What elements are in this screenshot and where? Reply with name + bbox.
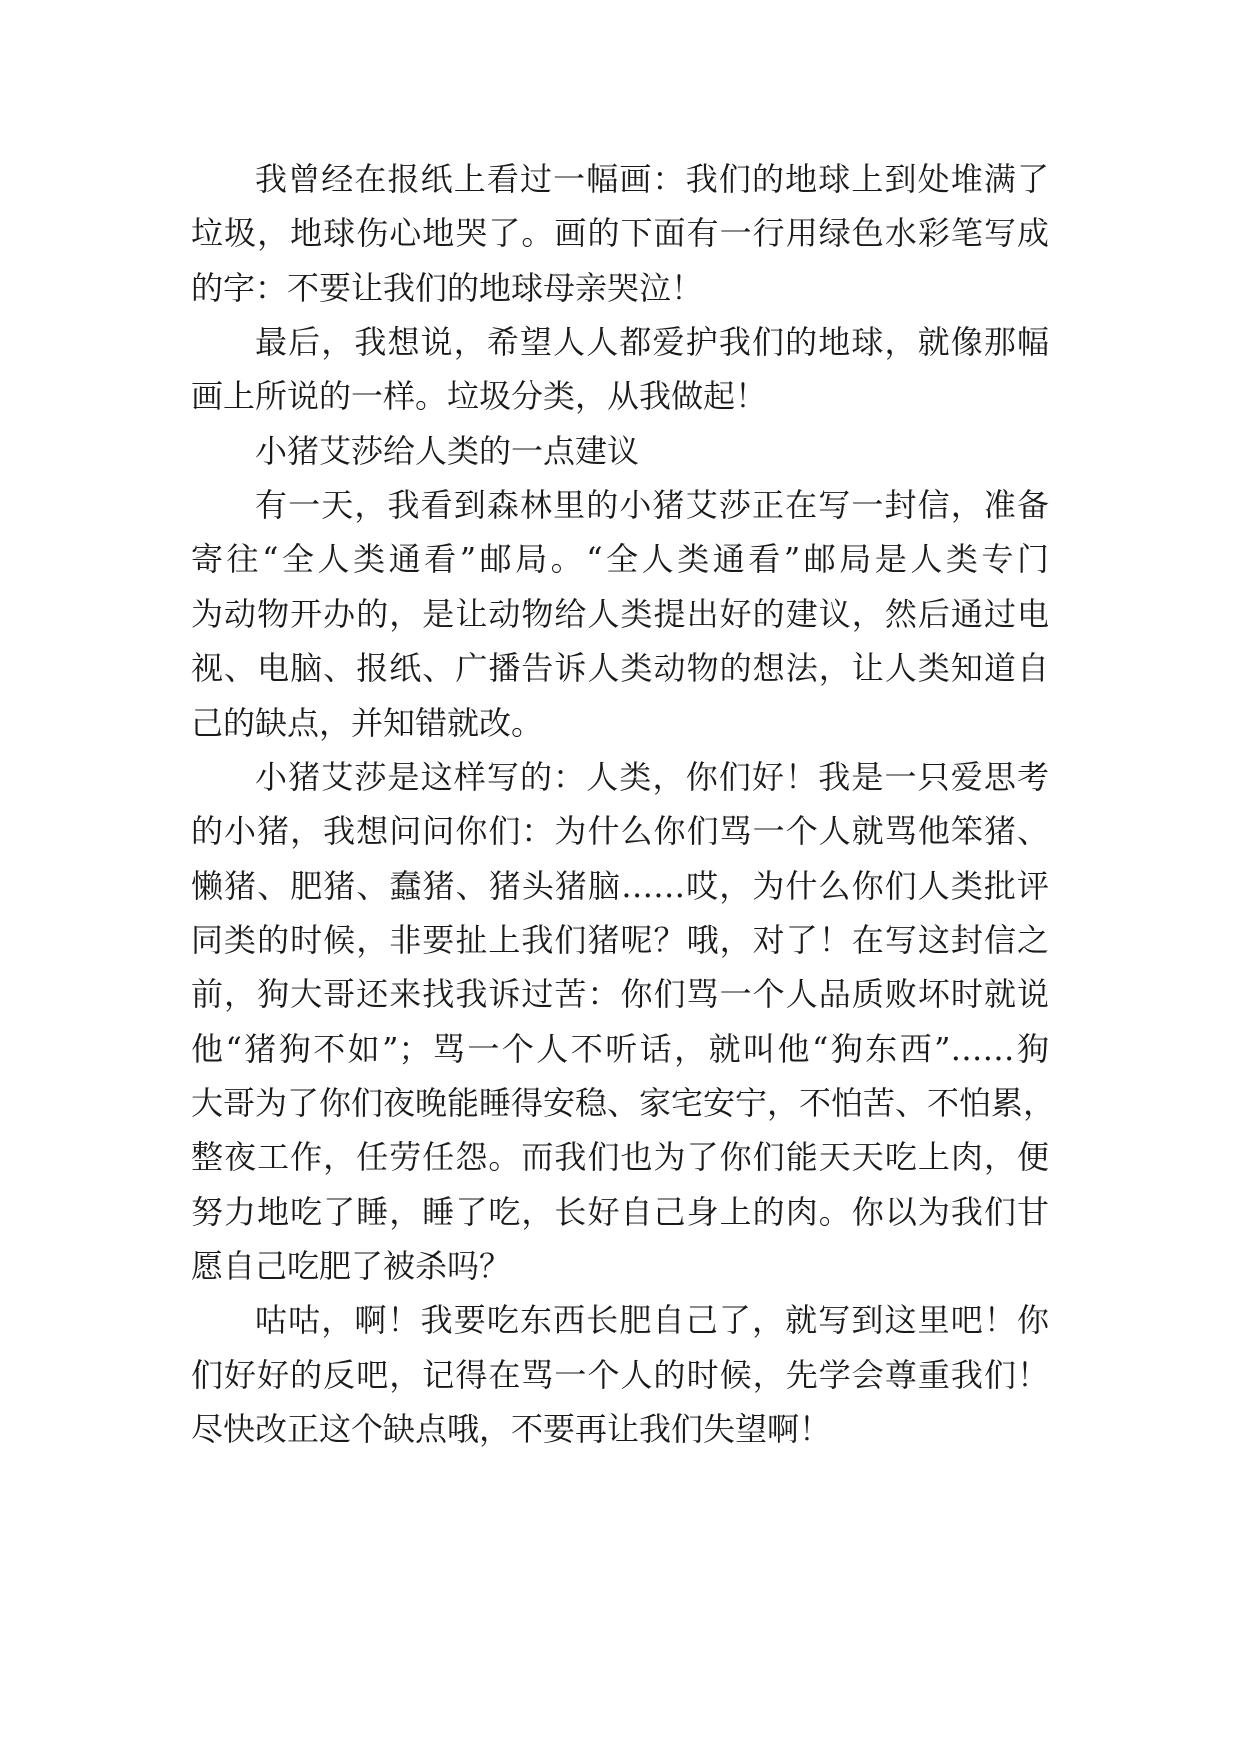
text-line: 己的缺点，并知错就改。 <box>191 703 544 742</box>
text-line: 小猪艾莎给人类的一点建议 <box>255 431 640 470</box>
text-line: 愿自己吃肥了被杀吗？ <box>191 1247 512 1285</box>
text-line: 整夜工作，任劳任怨。而我们也为了你们能天天吃上肉，便 <box>191 1138 1049 1177</box>
text-line: 小猪艾莎是这样写的：人类，你们好！我是一只爱思考 <box>255 757 1049 796</box>
text-line: 视、电脑、报纸、广播告诉人类动物的想法，让人类知道自 <box>191 649 1049 688</box>
text-line: 他“猪狗不如”；骂一个人不听话，就叫他“狗东西”……狗 <box>191 1029 1049 1068</box>
text-line: 最后，我想说，希望人人都爱护我们的地球，就像那幅 <box>255 323 1049 362</box>
text-line: 大哥为了你们夜晚能睡得安稳、家宅安宁，不怕苦、不怕累， <box>191 1083 1056 1122</box>
text-line: 懒猪、肥猪、蠢猪、猪头猪脑……哎，为什么你们人类批评 <box>191 866 1049 905</box>
text-line: 努力地吃了睡，睡了吃，长好自己身上的肉。你以为我们甘 <box>191 1192 1049 1231</box>
text-line: 垃圾，地球伤心地哭了。画的下面有一行用绿色水彩笔写成 <box>191 214 1049 253</box>
text-line: 前，狗大哥还来找我诉过苦：你们骂一个人品质败坏时就说 <box>191 975 1049 1014</box>
text-line: 寄往“全人类通看”邮局。“全人类通看”邮局是人类专门 <box>191 540 1049 579</box>
text-line: 们好好的反吧，记得在骂一个人的时候，先学会尊重我们！ <box>191 1355 1049 1394</box>
text-line: 尽快改正这个缺点哦，不要再让我们失望啊！ <box>191 1410 832 1449</box>
text-line: 同类的时候，非要扯上我们猪呢？哦，对了！在写这封信之 <box>191 920 1049 959</box>
text-line: 有一天，我看到森林里的小猪艾莎正在写一封信，准备 <box>255 486 1049 525</box>
text-line: 的字：不要让我们的地球母亲哭泣！ <box>191 268 704 307</box>
text-line: 画上所说的一样。垃圾分类，从我做起！ <box>191 377 768 416</box>
text-line: 咕咕，啊！我要吃东西长肥自己了，就写到这里吧！你 <box>255 1301 1049 1340</box>
text-line: 为动物开办的，是让动物给人类提出好的建议，然后通过电 <box>191 594 1049 633</box>
text-line: 的小猪，我想问问你们：为什么你们骂一个人就骂他笨猪、 <box>191 812 1049 851</box>
text-line: 我曾经在报纸上看过一幅画：我们的地球上到处堆满了 <box>255 160 1049 198</box>
